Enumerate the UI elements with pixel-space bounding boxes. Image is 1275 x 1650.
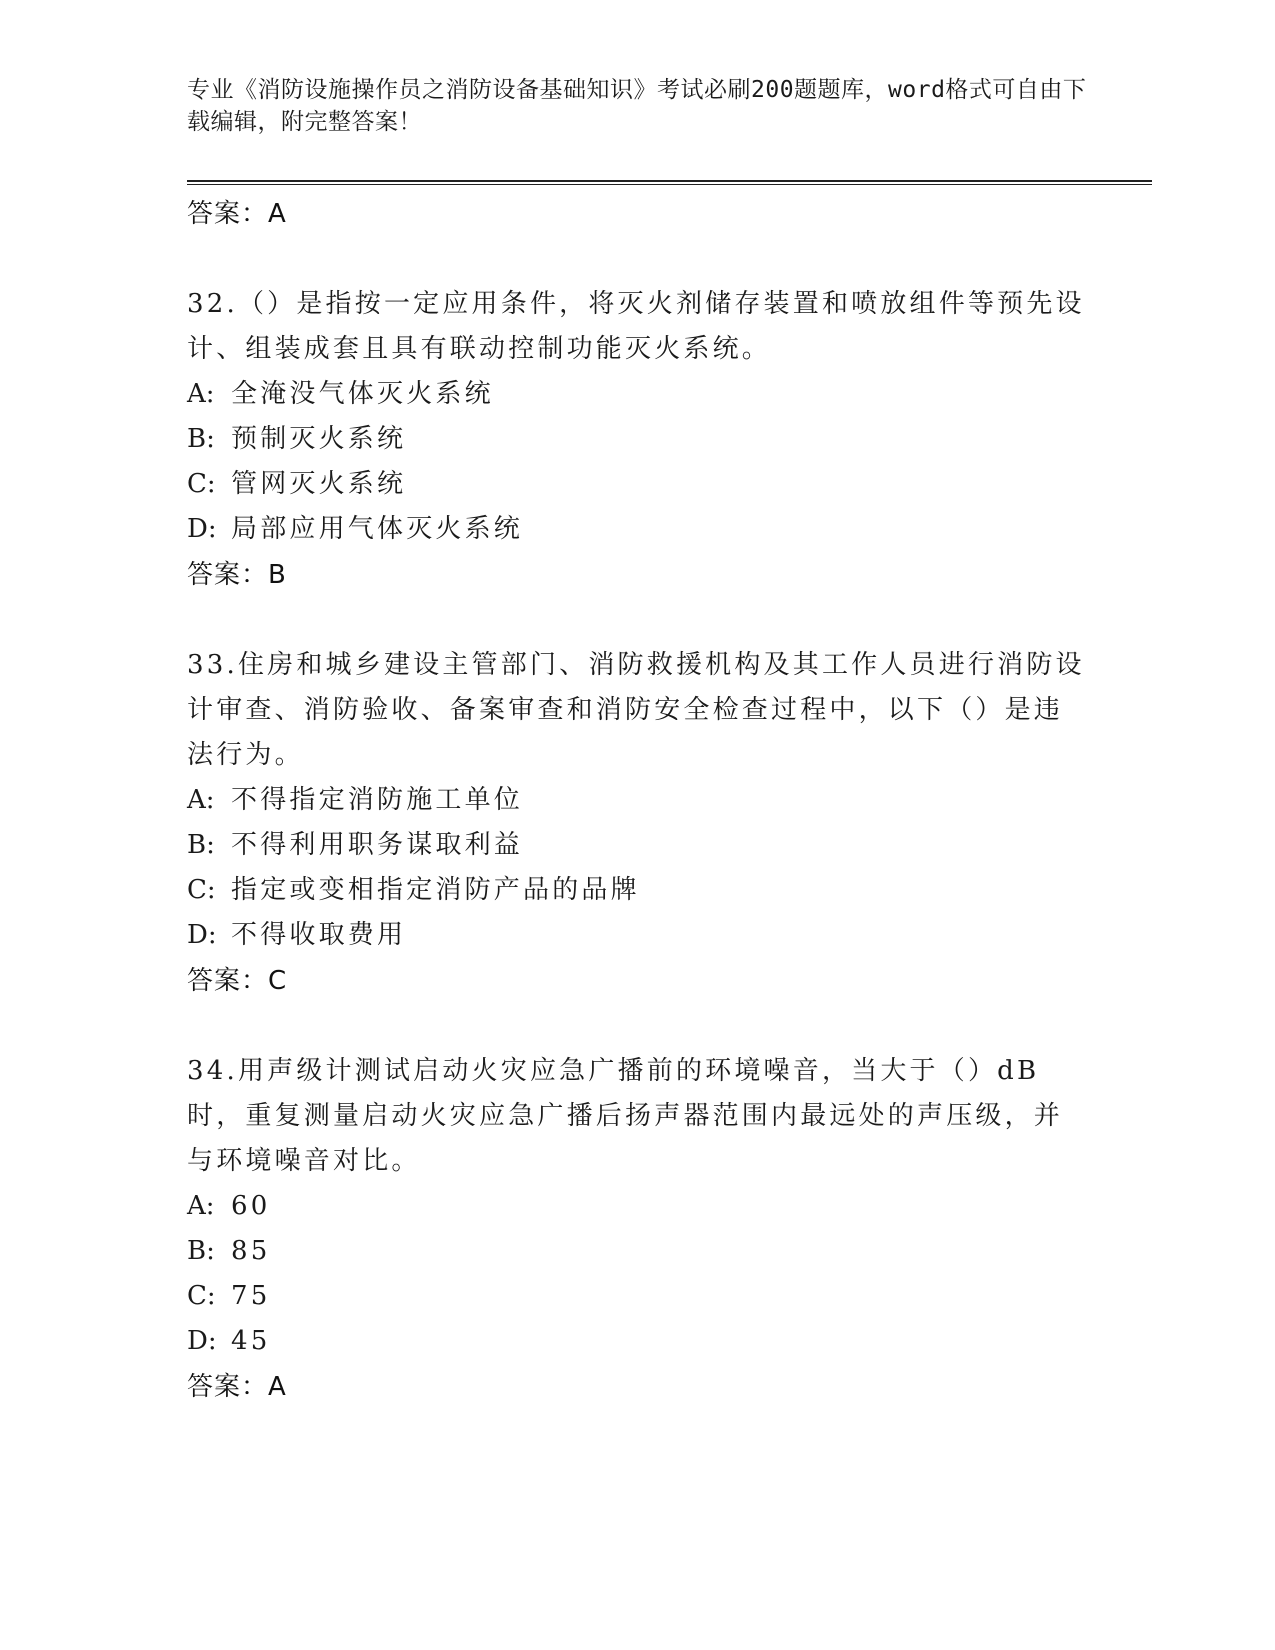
header-divider-thin xyxy=(187,184,1152,185)
option-c xyxy=(187,1274,1087,1319)
option-a xyxy=(187,778,1087,823)
option-key: A: xyxy=(187,785,215,815)
option-a xyxy=(187,1184,1087,1229)
option-key: C: xyxy=(187,469,216,499)
option-key: D: xyxy=(187,920,217,950)
question-34 xyxy=(187,1049,1087,1410)
option-d xyxy=(187,1319,1087,1364)
option-text: 不得指定消防施工单位 xyxy=(231,785,524,815)
option-key: D: xyxy=(187,514,217,544)
option-key: C: xyxy=(187,1281,216,1311)
option-d xyxy=(187,913,1087,958)
option-c xyxy=(187,462,1087,507)
answer-line: 答案：A xyxy=(187,1372,287,1402)
option-text: 45 xyxy=(231,1326,271,1356)
header-divider-thick xyxy=(187,180,1152,182)
option-key: A: xyxy=(187,1191,215,1221)
question-stem: 32.（）是指按一定应用条件，将灭火剂储存装置和喷放组件等预先设计、组装成套且具有联动控制功能灭火系统。 xyxy=(187,289,1085,364)
answer-line: 答案：C xyxy=(187,966,288,996)
option-key: B: xyxy=(187,830,215,860)
option-text: 不得收取费用 xyxy=(231,920,407,950)
option-text: 75 xyxy=(231,1281,271,1311)
option-key: D: xyxy=(187,1326,217,1356)
option-d xyxy=(187,507,1087,552)
question-32 xyxy=(187,282,1087,598)
option-c xyxy=(187,868,1087,913)
option-text: 85 xyxy=(231,1236,271,1266)
previous-answer: 答案：A xyxy=(187,199,287,229)
option-key: C: xyxy=(187,875,216,905)
option-text: 全淹没气体灭火系统 xyxy=(231,379,494,409)
option-text: 不得利用职务谋取利益 xyxy=(231,830,524,860)
option-b xyxy=(187,1229,1087,1274)
option-text: 指定或变相指定消防产品的品牌 xyxy=(231,875,640,905)
option-key: A: xyxy=(187,379,215,409)
option-a xyxy=(187,372,1087,417)
option-text: 预制灭火系统 xyxy=(231,424,407,454)
option-text: 局部应用气体灭火系统 xyxy=(231,514,524,544)
question-stem: 33.住房和城乡建设主管部门、消防救援机构及其工作人员进行消防设计审查、消防验收、备案审查和消防安全检查过程中，以下（）是违法行为。 xyxy=(187,650,1085,770)
option-b xyxy=(187,417,1087,462)
answer-line: 答案：B xyxy=(187,560,287,590)
question-33 xyxy=(187,643,1087,1004)
question-stem: 34.用声级计测试启动火灾应急广播前的环境噪音，当大于（）dB时，重复测量启动火灾应急广播后扬声器范围内最远处的声压级，并与环境噪音对比。 xyxy=(187,1056,1064,1176)
option-key: B: xyxy=(187,1236,215,1266)
option-text: 60 xyxy=(231,1191,271,1221)
question-list xyxy=(187,191,1087,1410)
option-b xyxy=(187,823,1087,868)
document-header: 专业《消防设施操作员之消防设备基础知识》考试必刷200题题库，word格式可自由下载编辑，附完整答案！ xyxy=(187,77,1087,135)
option-key: B: xyxy=(187,424,215,454)
option-text: 管网灭火系统 xyxy=(231,469,407,499)
